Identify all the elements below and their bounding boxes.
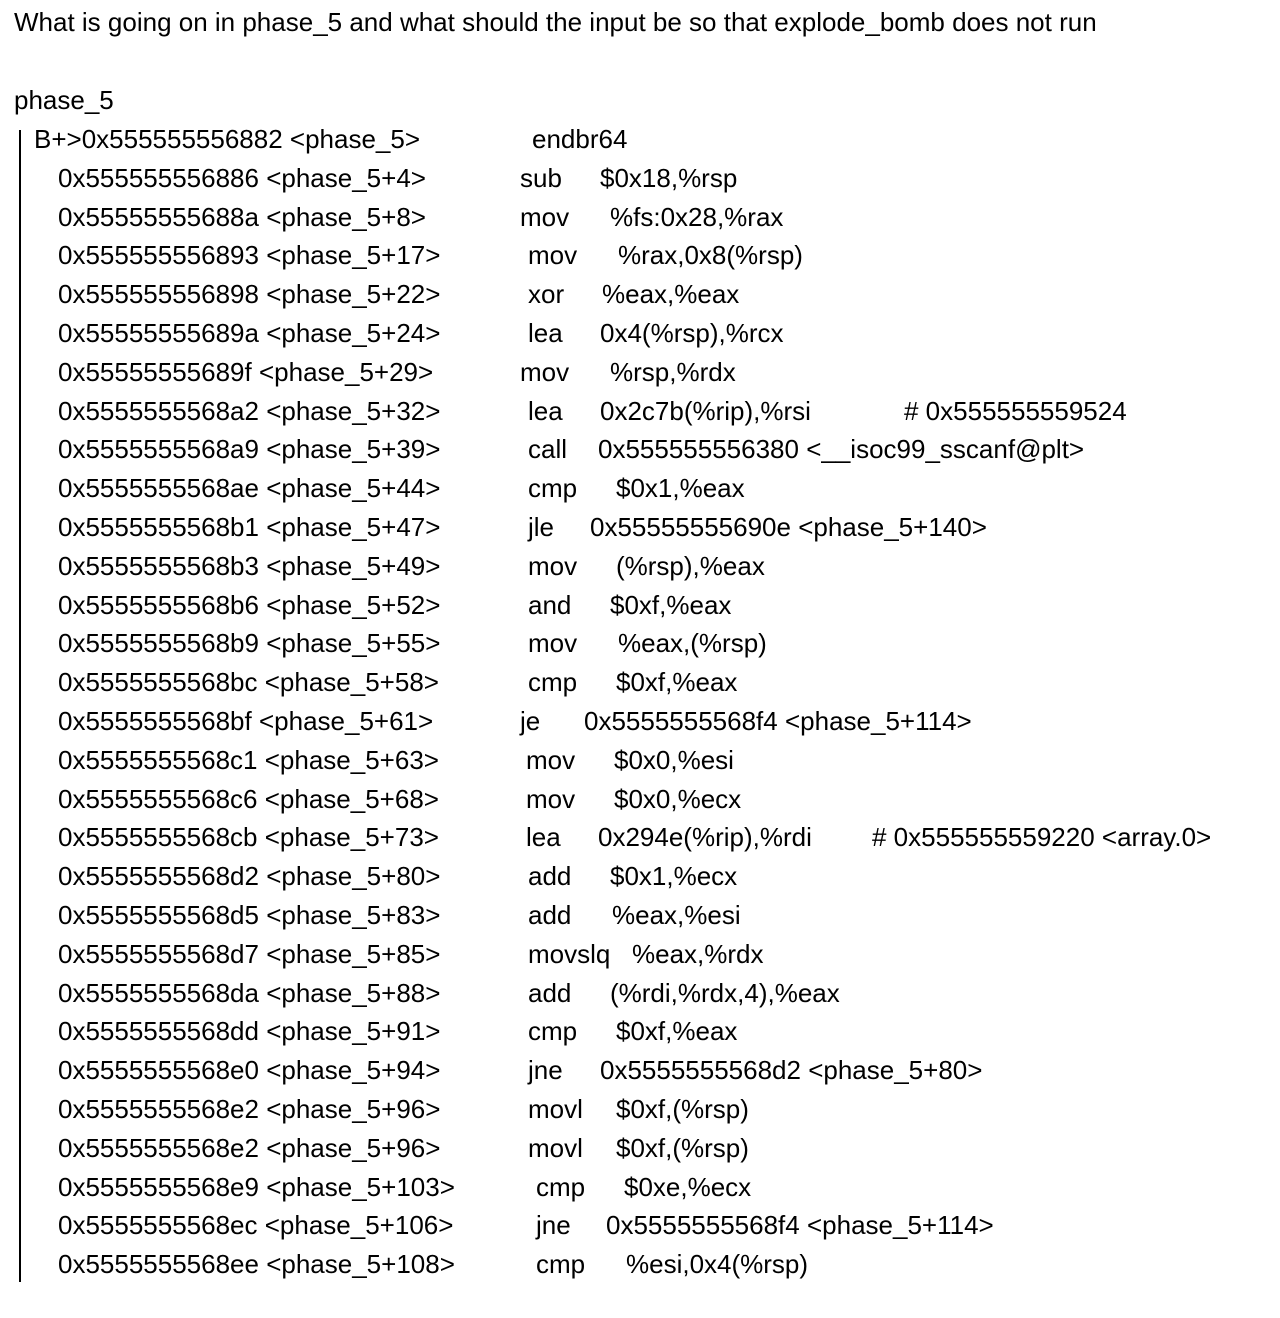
asm-operands: $0xf,%eax	[610, 589, 732, 620]
asm-operands: %eax,%rdx	[632, 938, 764, 969]
asm-line	[0, 624, 1280, 663]
asm-address: 0x5555555568b3 <phase_5+49>	[58, 550, 441, 581]
asm-operands: %eax,%eax	[602, 279, 740, 310]
asm-address: 0x5555555568bf <phase_5+61>	[58, 706, 434, 736]
asm-address: 0x5555555568b1 <phase_5+47>	[58, 512, 441, 542]
asm-address: 0x5555555568c6 <phase_5+68>	[58, 783, 439, 814]
asm-mnemonic: movslq	[528, 938, 611, 969]
asm-address: 0x5555555568dd <phase_5+91>	[58, 1016, 441, 1047]
asm-line	[0, 1129, 1280, 1168]
asm-operands: 0x4(%rsp),%rcx	[600, 318, 784, 348]
asm-line	[0, 1051, 1280, 1090]
asm-line	[0, 275, 1280, 314]
asm-mnemonic: add	[528, 900, 572, 930]
asm-mnemonic: mov	[528, 550, 578, 581]
asm-address: 0x5555555568e0 <phase_5+94>	[58, 1055, 441, 1086]
asm-address: 0x5555555568c1 <phase_5+63>	[58, 744, 439, 775]
asm-address: 0x5555555568d2 <phase_5+80>	[58, 861, 441, 892]
asm-mnemonic: endbr64	[532, 124, 628, 154]
asm-mnemonic: add	[528, 977, 572, 1008]
asm-line	[0, 547, 1280, 586]
asm-line	[0, 780, 1280, 819]
asm-line	[0, 1168, 1280, 1207]
asm-line	[0, 935, 1280, 974]
asm-line	[0, 1245, 1280, 1284]
asm-line	[0, 353, 1280, 392]
asm-mnemonic: movl	[528, 1094, 583, 1124]
asm-mnemonic: cmp	[536, 1171, 586, 1202]
asm-address: 0x5555555568a9 <phase_5+39>	[58, 434, 441, 465]
asm-line	[0, 120, 1280, 159]
asm-operands: $0x1,%ecx	[610, 861, 738, 892]
asm-mnemonic: cmp	[528, 1016, 578, 1047]
asm-line	[0, 818, 1280, 857]
asm-line	[0, 1090, 1280, 1129]
asm-mnemonic: mov	[528, 240, 578, 271]
asm-address: 0x5555555568b6 <phase_5+52>	[58, 589, 441, 620]
asm-address: 0x5555555568d7 <phase_5+85>	[58, 938, 441, 969]
asm-mnemonic: jne	[528, 1055, 563, 1086]
asm-address: 0x5555555568ec <phase_5+106>	[58, 1210, 454, 1241]
asm-line	[0, 236, 1280, 275]
asm-operands: $0x0,%ecx	[614, 783, 742, 814]
asm-mnemonic: cmp	[536, 1249, 586, 1280]
asm-address: 0x5555555568ae <phase_5+44>	[58, 473, 441, 504]
asm-line	[0, 198, 1280, 237]
asm-line	[0, 392, 1280, 431]
asm-mnemonic: mov	[526, 783, 576, 814]
asm-mnemonic: mov	[526, 744, 576, 775]
asm-operands: (%rdi,%rdx,4),%eax	[610, 977, 840, 1008]
asm-mnemonic: and	[528, 589, 572, 620]
asm-line	[0, 702, 1280, 741]
asm-address: 0x5555555568bc <phase_5+58>	[58, 667, 439, 698]
asm-mnemonic: lea	[526, 822, 561, 853]
asm-operands: $0x0,%esi	[614, 744, 734, 775]
asm-operands: $0xf,(%rsp)	[616, 1132, 749, 1163]
asm-mnemonic: je	[520, 706, 541, 736]
asm-operands: %rsp,%rdx	[610, 356, 736, 387]
asm-mnemonic: xor	[528, 279, 565, 310]
asm-line	[0, 896, 1280, 935]
asm-address: 0x5555555568a2 <phase_5+32>	[58, 395, 441, 426]
asm-comment: # 0x555555559220 <array.0>	[872, 822, 1212, 853]
asm-operands: 0x5555555568d2 <phase_5+80>	[600, 1055, 983, 1086]
asm-address: 0x5555555568b9 <phase_5+55>	[58, 628, 441, 659]
asm-operands: %eax,%esi	[612, 900, 741, 930]
asm-operands: (%rsp),%eax	[616, 550, 765, 581]
asm-mnemonic: mov	[520, 356, 570, 387]
asm-address: B+>0x555555556882 <phase_5>	[34, 124, 421, 154]
asm-line	[0, 1012, 1280, 1051]
asm-address: 0x55555555688a <phase_5+8>	[58, 201, 426, 232]
asm-operands: 0x2c7b(%rip),%rsi	[600, 395, 811, 426]
asm-address: 0x555555556893 <phase_5+17>	[58, 240, 441, 271]
asm-operands: $0x1,%eax	[616, 473, 745, 504]
asm-operands: %eax,(%rsp)	[618, 628, 767, 659]
asm-comment: # 0x555555559524	[904, 395, 1127, 426]
asm-mnemonic: cmp	[528, 667, 578, 698]
asm-address: 0x5555555568e9 <phase_5+103>	[58, 1171, 455, 1202]
asm-line	[0, 857, 1280, 896]
asm-line	[0, 430, 1280, 469]
asm-operands: $0xf,(%rsp)	[616, 1094, 749, 1124]
asm-address: 0x55555555689a <phase_5+24>	[58, 318, 441, 348]
asm-address: 0x555555556898 <phase_5+22>	[58, 279, 441, 310]
question-text: What is going on in phase_5 and what should the input be so that explode_bomb does not run	[14, 7, 1097, 37]
asm-operands: %rax,0x8(%rsp)	[618, 240, 803, 271]
asm-line	[0, 663, 1280, 702]
asm-address: 0x555555556886 <phase_5+4>	[58, 162, 426, 193]
asm-mnemonic: mov	[528, 628, 578, 659]
asm-address: 0x5555555568ee <phase_5+108>	[58, 1249, 455, 1280]
asm-mnemonic: jne	[536, 1210, 571, 1241]
asm-mnemonic: lea	[528, 318, 563, 348]
asm-operands: $0xe,%ecx	[624, 1171, 752, 1202]
asm-mnemonic: jle	[528, 512, 555, 542]
asm-operands: 0x5555555568f4 <phase_5+114>	[584, 706, 972, 736]
asm-mnemonic: call	[528, 434, 568, 465]
asm-line	[0, 741, 1280, 780]
asm-operands: %esi,0x4(%rsp)	[626, 1249, 809, 1280]
asm-line	[0, 586, 1280, 625]
asm-operands: 0x5555555568f4 <phase_5+114>	[606, 1210, 994, 1241]
asm-operands: 0x55555555690e <phase_5+140>	[590, 512, 987, 542]
asm-mnemonic: lea	[528, 395, 563, 426]
asm-mnemonic: sub	[520, 162, 562, 193]
asm-operands: $0x18,%rsp	[600, 162, 738, 193]
asm-operands: 0x555555556380 <__isoc99_sscanf@plt>	[598, 434, 1085, 465]
asm-address: 0x5555555568da <phase_5+88>	[58, 977, 441, 1008]
asm-line	[0, 1206, 1280, 1245]
asm-line	[0, 508, 1280, 547]
asm-mnemonic: cmp	[528, 473, 578, 504]
asm-mnemonic: add	[528, 861, 572, 892]
asm-line	[0, 974, 1280, 1013]
asm-mnemonic: mov	[520, 201, 570, 232]
asm-line	[0, 159, 1280, 198]
asm-address: 0x5555555568e2 <phase_5+96>	[58, 1132, 441, 1163]
function-title: phase_5	[14, 85, 114, 115]
asm-operands: $0xf,%eax	[616, 1016, 738, 1047]
asm-address: 0x5555555568d5 <phase_5+83>	[58, 900, 441, 930]
asm-line	[0, 314, 1280, 353]
asm-operands: %fs:0x28,%rax	[610, 201, 784, 232]
asm-address: 0x5555555568e2 <phase_5+96>	[58, 1094, 441, 1124]
asm-operands: 0x294e(%rip),%rdi	[598, 822, 812, 853]
asm-mnemonic: movl	[528, 1132, 583, 1163]
asm-address: 0x5555555568cb <phase_5+73>	[58, 822, 439, 853]
asm-address: 0x55555555689f <phase_5+29>	[58, 356, 434, 387]
asm-line	[0, 469, 1280, 508]
asm-operands: $0xf,%eax	[616, 667, 738, 698]
